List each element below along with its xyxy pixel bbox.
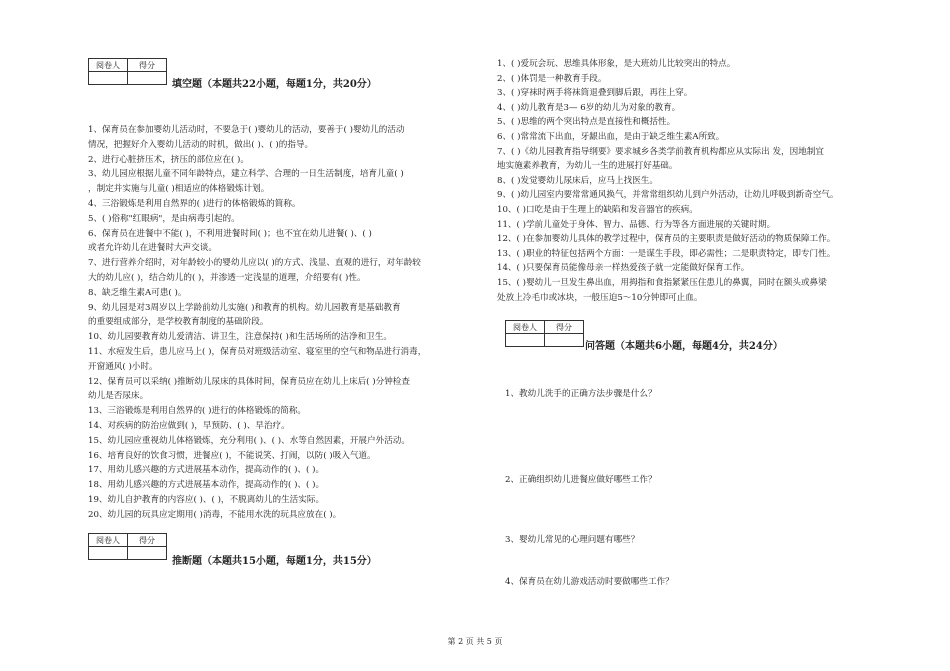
judge-question-line: 6、( )常常流下出血，牙龈出血，是由于缺乏维生素A所致。: [497, 132, 725, 142]
judge-question-line: 10、( )口吃是由于生理上的缺陷和发音器官的疾病。: [497, 205, 698, 215]
fill-question-line: 或者允许幼儿在进餐时大声交谈。: [88, 243, 217, 254]
fill-question-line: ，制定并实施与儿童( )相适应的体格锻炼计划。: [88, 184, 270, 195]
fill-question-line: 12、保育员可以采纳( )推断幼儿尿床的具体时间，保育员应在幼儿上床后( )分钟检查: [88, 376, 410, 387]
reviewer-label: 阅卷人: [506, 321, 545, 334]
fill-question-line: 17、用幼儿感兴趣的方式进展基本动作，提高动作的( )、( )。: [88, 465, 325, 476]
page-footer: 第 2 页 共 5 页: [447, 637, 503, 646]
score-cell[interactable]: [128, 547, 167, 560]
fill-question-line: 14、对疾病的防治应做到( )，早预防、( )、早治疗。: [88, 421, 290, 431]
judge-question-line: 14、( )只要保育员能像母亲一样热爱孩子就一定能做好保育工作。: [497, 263, 750, 274]
fill-question-line: 20、幼儿园的玩具应定期用( )消毒，不能用水洗的玩具应放在( )。: [88, 509, 342, 520]
reviewer-cell[interactable]: [506, 334, 545, 347]
fill-question-line: 情况，把握好介入婴幼儿活动的时机，做出( )、( )的指导。: [88, 139, 314, 150]
score-label: 得分: [545, 321, 584, 334]
fill-question-line: 1、保育员在参加婴幼儿活动时，不要急于( )婴幼儿的活动，要善于( )婴幼儿的活动: [88, 125, 405, 135]
fill-question-line: 15、幼儿园应重视幼儿体格锻炼，充分利用( )、( )、水等自然因素，开展户外活动。: [88, 435, 410, 446]
judge-question-line: 处放上冷毛巾或冰块，一般压迫5～10分钟即可止血。: [497, 292, 703, 303]
judge-question-line: 9、( )幼儿园室内要常常通风换气，并常常组织幼儿到户外活动，让幼儿呼吸到新奇空气。: [497, 190, 839, 201]
fill-question-line: 5、( )俗称"红眼病"，是由病毒引起的。: [88, 213, 240, 224]
judge-question-line: 15、( )婴幼儿一旦发生鼻出血，用拇指和食指紧紧压住患儿的鼻翼，同时在额头或鼻梁: [497, 278, 827, 288]
judge-question-line: 4、( )幼儿教育是3— 6岁的幼儿为对象的教育。: [497, 102, 681, 113]
judge-question-line: 1、( )爱玩会玩、思维具体形象，是大班幼儿比较突出的特点。: [497, 59, 736, 69]
fill-question-line: 4、三浴锻炼是利用自然界的( )进行的体格锻炼的简称。: [88, 199, 301, 209]
fill-question-line: 大的幼儿应( )，结合幼儿的( )，并渗透一定浅显的道理，介绍要有( )性。: [88, 273, 366, 283]
judge-question-line: 7、( )《幼儿园教育指导纲要》要求城乡各类学前教育机构都应从实际出 发，因地制宜: [497, 146, 825, 157]
judge-question-line: 12、( )在参加婴幼儿具体的教学过程中，保育员的主要职责是做好活动的物质保障工作。: [497, 234, 836, 245]
reviewer-cell[interactable]: [89, 72, 128, 85]
qa-question: 4、保育员在幼儿游戏活动时要做哪些工作？: [505, 577, 674, 587]
fill-question-line: 19、幼儿自护教育的内容应( )、( )，不脱离幼儿的生活实际。: [88, 495, 325, 505]
fill-question-line: 的重要组成部分，是学校教育制度的基础阶段。: [88, 317, 269, 328]
qa-section-title: 问答题（本题共6小题，每题4分，共24分）: [585, 341, 783, 352]
judge-question-line: 8、( )发觉婴幼儿尿床后，应马上找医生。: [497, 175, 658, 186]
judge-question-line: 13、( )职业的特征包括两个方面：一是谋生手段，即必需性；二是职责特定，即专门性。: [497, 248, 836, 259]
reviewer-label: 阅卷人: [89, 59, 128, 72]
fill-question-line: 2、进行心脏挤压术，挤压的部位应在( )。: [88, 154, 249, 165]
judge-question-line: 11、( )学前儿童处于身体、智力、品德、行为等各方面进展的关键时期。: [497, 219, 776, 230]
qa-question: 3、婴幼儿常见的心理问题有哪些？: [505, 535, 640, 545]
fill-question-line: 6、保育员在进餐中不能( )，不利用进餐时间( )；也不宜在幼儿进餐( )、( ): [88, 228, 372, 239]
fill-question-line: 16、培育良好的饮食习惯，进餐应( )，不能说笑、打闹，以防( )吸入气道。: [88, 450, 376, 461]
judge-question-line: 2、( )体罚是一种教育手段。: [497, 73, 607, 84]
fill-question-line: 18、用幼儿感兴趣的方式进展基本动作，提高动作的( )、( )。: [88, 480, 325, 491]
fill-question-line: 10、幼儿园要教育幼儿爱清洁、讲卫生，注意保持( )和生活场所的洁净和卫生。: [88, 332, 392, 343]
qa-question: 2、正确组织幼儿进餐应做好哪些工作？: [505, 475, 657, 485]
fill-question-line: 开窗通风( )小时。: [88, 361, 158, 372]
fill-question-line: 8、缺乏维生素A可患( )。: [88, 287, 187, 298]
qa-question: 1、教幼儿洗手的正确方法步骤是什么？: [505, 389, 657, 399]
score-box-judge: [88, 533, 167, 560]
fill-section-title: 填空题（本题共22小题，每题1分，共20分）: [172, 79, 377, 90]
reviewer-label: 阅卷人: [89, 534, 128, 547]
score-box-qa: [505, 320, 584, 347]
score-label: 得分: [128, 534, 167, 547]
fill-question-line: 幼儿是否尿床。: [88, 391, 149, 402]
fill-question-line: 9、幼儿园是对3周岁以上学龄前幼儿实施( )和教育的机构。幼儿园教育是基础教育: [88, 302, 401, 313]
judge-section-title: 推断题（本题共15小题，每题1分，共15分）: [172, 556, 377, 567]
reviewer-cell[interactable]: [89, 547, 128, 560]
fill-question-line: 3、幼儿园应根据儿童不同年龄特点，建立科学、合理的一日生活制度，培育儿童( ): [88, 169, 404, 180]
fill-question-line: 7、进行营养介绍时，对年龄较小的婴幼儿应以( )的方式、浅显、直观的进行，对年龄较: [88, 258, 421, 269]
score-box-fill: [88, 58, 167, 85]
fill-question-line: 13、三浴锻炼是利用自然界的( )进行的体格锻炼的简称。: [88, 406, 307, 417]
judge-question-line: 地实施素养教育，为幼儿一生的进展打好基础。: [497, 161, 678, 172]
judge-question-line: 5、( )思维的两个突出特点是直接性和概括性。: [497, 117, 676, 128]
score-label: 得分: [128, 59, 167, 72]
score-cell[interactable]: [128, 72, 167, 85]
fill-question-line: 11、水痘发生后，患儿应马上( )，保育员对班级活动室、寝室里的空气和物品进行消毒，: [88, 347, 427, 357]
score-cell[interactable]: [545, 334, 584, 347]
judge-question-line: 3、( )穿袜时两手将袜筒退叠到脚后跟，再往上穿。: [497, 88, 693, 99]
